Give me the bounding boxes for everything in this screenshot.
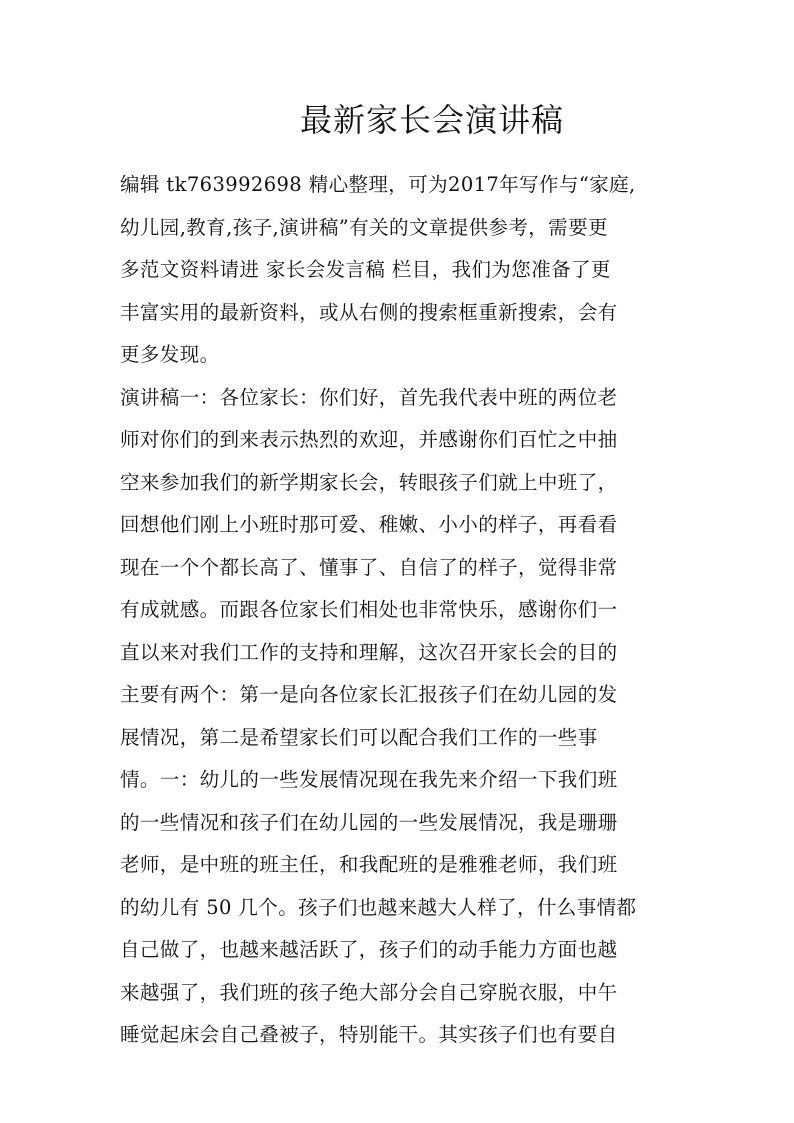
body-line: 展情况，第二是希望家长们可以配合我们工作的一些事 [120, 725, 598, 749]
body-line: 直以来对我们工作的支持和理解，这次召开家长会的目的 [120, 640, 618, 664]
body-line: 演讲稿一：各位家长：你们好，首先我代表中班的两位老 [120, 385, 618, 409]
body-line: 主要有两个：第一是向各位家长汇报孩子们在幼儿园的发 [120, 683, 618, 706]
body-line: 来越强了，我们班的孩子绝大部分会自己穿脱衣服，中午 [120, 980, 618, 1004]
body-line: 的一些情况和孩子们在幼儿园的一些发展情况，我是珊珊 [120, 810, 618, 834]
body-line: 多范文资料请进 家长会发言稿 栏目，我们为您准备了更 [120, 258, 611, 281]
body-line: 幼儿园,教育,孩子,演讲稿”有关的文章提供参考，需要更 [120, 215, 608, 239]
document-title: 最新家长会演讲稿 [299, 101, 564, 139]
body-line: 编辑 tk763992698 精心整理，可为2017年写作与“家庭, [120, 173, 636, 196]
body-line: 自己做了，也越来越活跃了，孩子们的动手能力方面也越 [120, 938, 618, 961]
body-line: 情。一：幼儿的一些发展情况现在我先来介绍一下我们班 [120, 768, 618, 791]
body-line: 丰富实用的最新资料，或从右侧的搜索框重新搜索，会有 [120, 300, 618, 324]
body-line: 睡觉起床会自己叠被子，特别能干。其实孩子们也有要自 [120, 1023, 618, 1046]
body-line: 师对你们的到来表示热烈的欢迎，并感谢你们百忙之中抽 [120, 428, 618, 451]
body-line: 空来参加我们的新学期家长会，转眼孩子们就上中班了， [120, 470, 618, 494]
body-line: 现在一个个都长高了、懂事了、自信了的样子，觉得非常 [120, 555, 618, 579]
body-line: 更多发现。 [120, 343, 220, 366]
body-line: 老师，是中班的班主任，和我配班的是雅雅老师，我们班 [120, 853, 618, 876]
body-line: 回想他们刚上小班时那可爱、稚嫩、小小的样子，再看看 [120, 513, 618, 536]
body-line: 的幼儿有 50 几个。孩子们也越来越大人样了，什么事情都 [120, 895, 637, 919]
document-body [120, 164, 680, 1057]
body-line: 有成就感。而跟各位家长们相处也非常快乐，感谢你们一 [120, 598, 618, 621]
